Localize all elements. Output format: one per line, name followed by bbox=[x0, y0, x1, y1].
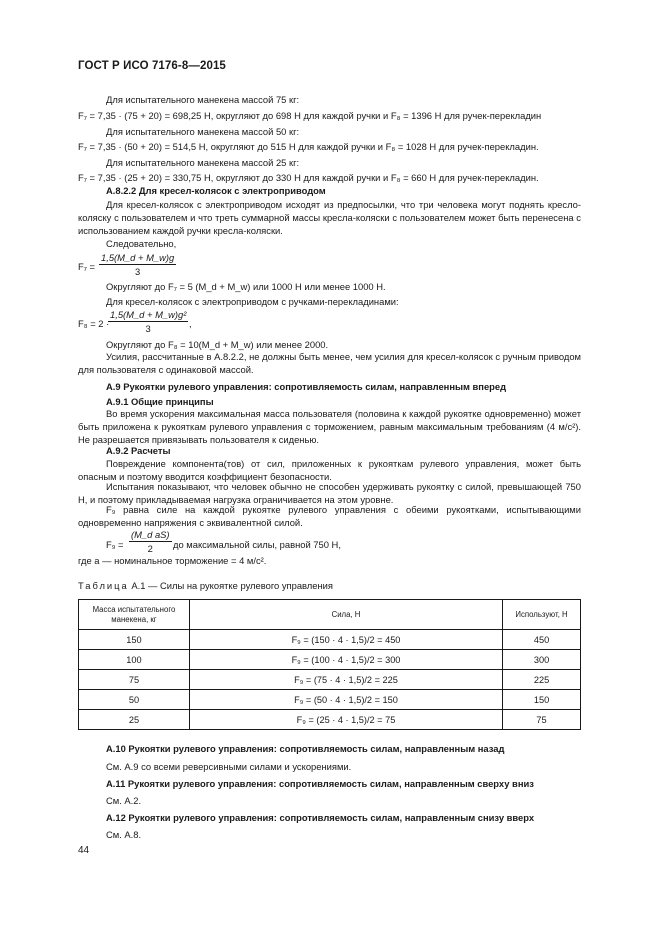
cell-force: F₉ = (100 · 4 · 1,5)/2 = 300 bbox=[189, 650, 502, 670]
cell-force: F₉ = (75 · 4 · 1,5)/2 = 225 bbox=[189, 670, 502, 690]
round-f7: Округляют до F₇ = 5 (M_d + M_w) или 1000 Н или менее 1000 Н. bbox=[106, 281, 386, 292]
document-header: ГОСТ Р ИСО 7176-8—2015 bbox=[78, 60, 226, 72]
a822-closing-paragraph: Усилия, рассчитанные в А.8.2.2, не должны быть менее, чем усилия для кресел-колясок с ручным приводом для пользователя с одинаковой массой. bbox=[78, 351, 581, 375]
a92-paragraph-3: F₉ равна силе на каждой рукоятке рулевого управления с обеими рукоятками, испытывающими одновременно напряжения с эквивалентной силой. bbox=[78, 504, 581, 528]
a12-text: См. А.8. bbox=[106, 829, 142, 840]
header-force: Сила, Н bbox=[189, 600, 502, 630]
cell-mass: 150 bbox=[79, 630, 190, 650]
section-heading-a91: А.9.1 Общие принципы bbox=[106, 396, 214, 407]
dummy-25-label: Для испытательного манекена массой 25 кг: bbox=[106, 157, 300, 168]
section-heading-a10: А.10 Рукоятки рулевого управления: сопротивляемость силам, направленным назад bbox=[106, 743, 505, 754]
f9-numerator: (M_d aS) bbox=[131, 529, 170, 540]
a11-text: См. А.2. bbox=[106, 795, 142, 806]
a91-paragraph: Во время ускорения максимальная масса пользователя (половина к каждой рукоятке одновременно) может быть приложена к рукояткам рулевого управления с торможением, равным максимальным требованиям (4 м/с²). Не разрешается привязывать пользователя к сиденью. bbox=[78, 408, 581, 445]
where-text: где a — номинальное торможение = 4 м/с². bbox=[78, 555, 267, 566]
f8-lhs: F₈ = 2 · bbox=[78, 318, 110, 329]
cell-mass: 75 bbox=[79, 670, 190, 690]
f9-fraction bbox=[129, 529, 172, 554]
cell-used: 300 bbox=[503, 650, 581, 670]
table-caption-title: А.1 — Силы на рукоятке рулевого управления bbox=[131, 580, 333, 591]
table-row bbox=[79, 710, 581, 730]
cell-used: 225 bbox=[503, 670, 581, 690]
f8-denominator: 3 bbox=[145, 323, 151, 334]
formula-50: F₇ = 7,35 · (50 + 20) = 514,5 Н, округляют до 515 Н для каждой ручки и F₈ = 1028 Н для ручек-перекладин. bbox=[78, 141, 539, 152]
formula-25: F₇ = 7,35 · (25 + 20) = 330,75 Н, округляют до 330 Н для каждой ручки и F₈ = 660 Н для ручек-перекладин. bbox=[78, 172, 539, 183]
cell-mass: 100 bbox=[79, 650, 190, 670]
table-row bbox=[79, 650, 581, 670]
f8-numerator: 1,5(M_d + M_w)g² bbox=[110, 309, 187, 320]
a10-text: См. А.9 со всеми реверсивными силами и ускорениями. bbox=[106, 761, 352, 772]
table-caption-prefix: Таблица bbox=[78, 580, 129, 591]
consequently-text: Следовательно, bbox=[106, 238, 177, 249]
cell-force: F₉ = (50 · 4 · 1,5)/2 = 150 bbox=[189, 690, 502, 710]
table-row bbox=[79, 670, 581, 690]
f7-fraction bbox=[99, 252, 176, 277]
a92-paragraph-1: Повреждение компонента(тов) от сил, приложенных к рукояткам рулевого управления, может быть опасным и поэтому вводится коэффициент безопасности. bbox=[78, 458, 581, 482]
cell-force: F₉ = (25 · 4 · 1,5)/2 = 75 bbox=[189, 710, 502, 730]
bars-intro: Для кресел-колясок с электроприводом с ручками-перекладинами: bbox=[106, 296, 399, 307]
forces-table bbox=[78, 599, 581, 730]
a92-paragraph-2: Испытания показывают, что человек обычно не способен удерживать рукоятку с силой, превышающей 750 Н, и поэтому прикладываемая нагрузка ограничивается на этом уровне. bbox=[78, 481, 581, 505]
f7-lhs: F₇ = bbox=[78, 261, 96, 272]
dummy-75-label: Для испытательного манекена массой 75 кг: bbox=[106, 94, 300, 105]
section-heading-a822: А.8.2.2 Для кресел-колясок с электроприводом bbox=[106, 185, 326, 196]
page-number: 44 bbox=[78, 845, 90, 856]
header-used: Используют, Н bbox=[503, 600, 581, 630]
f9-tail: до максимальной силы, равной 750 Н, bbox=[173, 539, 341, 550]
f7-numerator: 1,5(M_d + M_w)g bbox=[101, 252, 175, 263]
formula-75: F₇ = 7,35 · (75 + 20) = 698,25 Н, округляют до 698 Н для каждой ручки и F₈ = 1396 Н для ручек-перекладин bbox=[78, 110, 542, 121]
section-heading-a9: А.9 Рукоятки рулевого управления: сопротивляемость силам, направленным вперед bbox=[106, 381, 507, 392]
section-heading-a11: А.11 Рукоятки рулевого управления: сопротивляемость силам, направленным сверху вниз bbox=[106, 778, 534, 789]
table-row bbox=[79, 630, 581, 650]
a822-paragraph: Для кресел-колясок с электроприводом исходят из предпосылки, что три человека могут поднять кресло-коляску с пользователем и что треть суммарной массы кресла-коляски с пользователем может быть перенесена с использованием каждой ручки кресла-коляски. bbox=[78, 199, 581, 236]
section-heading-a92: А.9.2 Расчеты bbox=[106, 445, 171, 456]
f8-tail: , bbox=[189, 318, 192, 329]
table-row bbox=[79, 690, 581, 710]
f7-denominator: 3 bbox=[135, 266, 141, 277]
f9-denominator: 2 bbox=[147, 543, 153, 554]
header-mass: Масса испытательного манекена, кг bbox=[79, 600, 190, 630]
cell-used: 150 bbox=[503, 690, 581, 710]
table-caption bbox=[78, 580, 333, 591]
cell-force: F₉ = (150 · 4 · 1,5)/2 = 450 bbox=[189, 630, 502, 650]
f8-fraction bbox=[108, 309, 188, 334]
f9-lhs: F₉ = bbox=[106, 539, 124, 550]
cell-mass: 25 bbox=[79, 710, 190, 730]
cell-used: 450 bbox=[503, 630, 581, 650]
table-header-row bbox=[79, 600, 581, 630]
round-f8: Округляют до F₈ = 10(M_d + M_w) или менее 2000. bbox=[106, 339, 329, 350]
cell-mass: 50 bbox=[79, 690, 190, 710]
dummy-50-label: Для испытательного манекена массой 50 кг: bbox=[106, 126, 300, 137]
section-heading-a12: А.12 Рукоятки рулевого управления: сопротивляемость силам, направленным снизу вверх bbox=[106, 812, 535, 823]
cell-used: 75 bbox=[503, 710, 581, 730]
